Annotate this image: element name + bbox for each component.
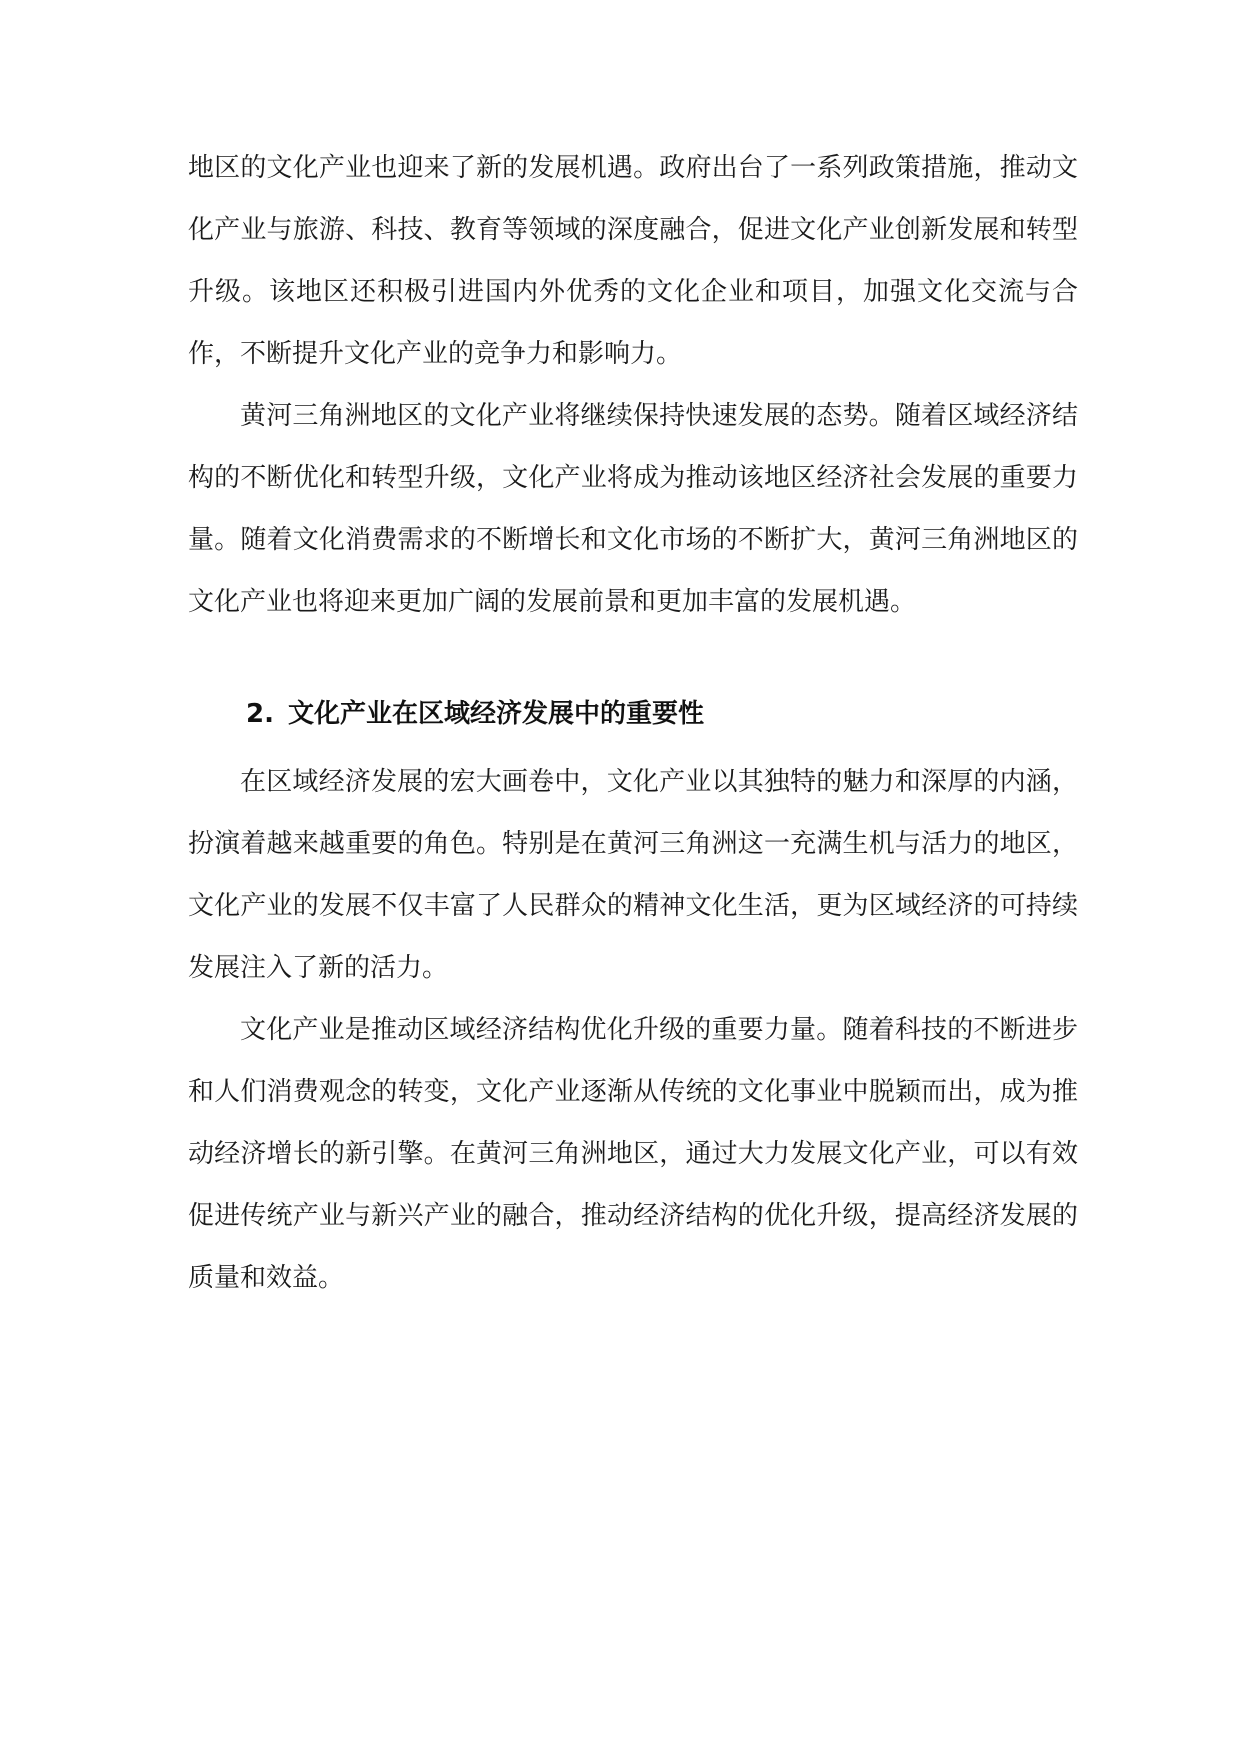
- paragraph-cultural-industry-opportunities: 地区的文化产业也迎来了新的发展机遇。政府出台了一系列政策措施，推动文化产业与旅游、科技、教育等领域的深度融合，促进文化产业创新发展和转型升级。该地区还积极引进国内外优秀的文化企业和项目，加强文化交流与合作，不断提升文化产业的竞争力和影响力。: [188, 153, 1078, 369]
- section-title: 文化产业在区域经济发展中的重要性: [288, 699, 705, 729]
- paragraph-rapid-development-trend: 黄河三角洲地区的文化产业将继续保持快速发展的态势。随着区域经济结构的不断优化和转型升级，文化产业将成为推动该地区经济社会发展的重要力量。随着文化消费需求的不断增长和文化市场的不断扩大，黄河三角洲地区的文化产业也将迎来更加广阔的发展前景和更加丰富的发展机遇。: [188, 401, 1078, 617]
- paragraph-structural-upgrade: 文化产业是推动区域经济结构优化升级的重要力量。随着科技的不断进步和人们消费观念的转变，文化产业逐渐从传统的文化事业中脱颖而出，成为推动经济增长的新引擎。在黄河三角洲地区，通过大力发展文化产业，可以有效促进传统产业与新兴产业的融合，推动经济结构的优化升级，提高经济发展的质量和效益。: [188, 1015, 1078, 1293]
- paragraph-cultural-industry-role: 在区域经济发展的宏大画卷中，文化产业以其独特的魅力和深厚的内涵，扮演着越来越重要的角色。特别是在黄河三角洲这一充满生机与活力的地区，文化产业的发展不仅丰富了人民群众的精神文化生活，更为区域经济的可持续发展注入了新的活力。: [188, 767, 1078, 983]
- section-heading: [188, 683, 1078, 745]
- section-number: 2.: [246, 699, 274, 729]
- document-body: [188, 137, 1078, 1309]
